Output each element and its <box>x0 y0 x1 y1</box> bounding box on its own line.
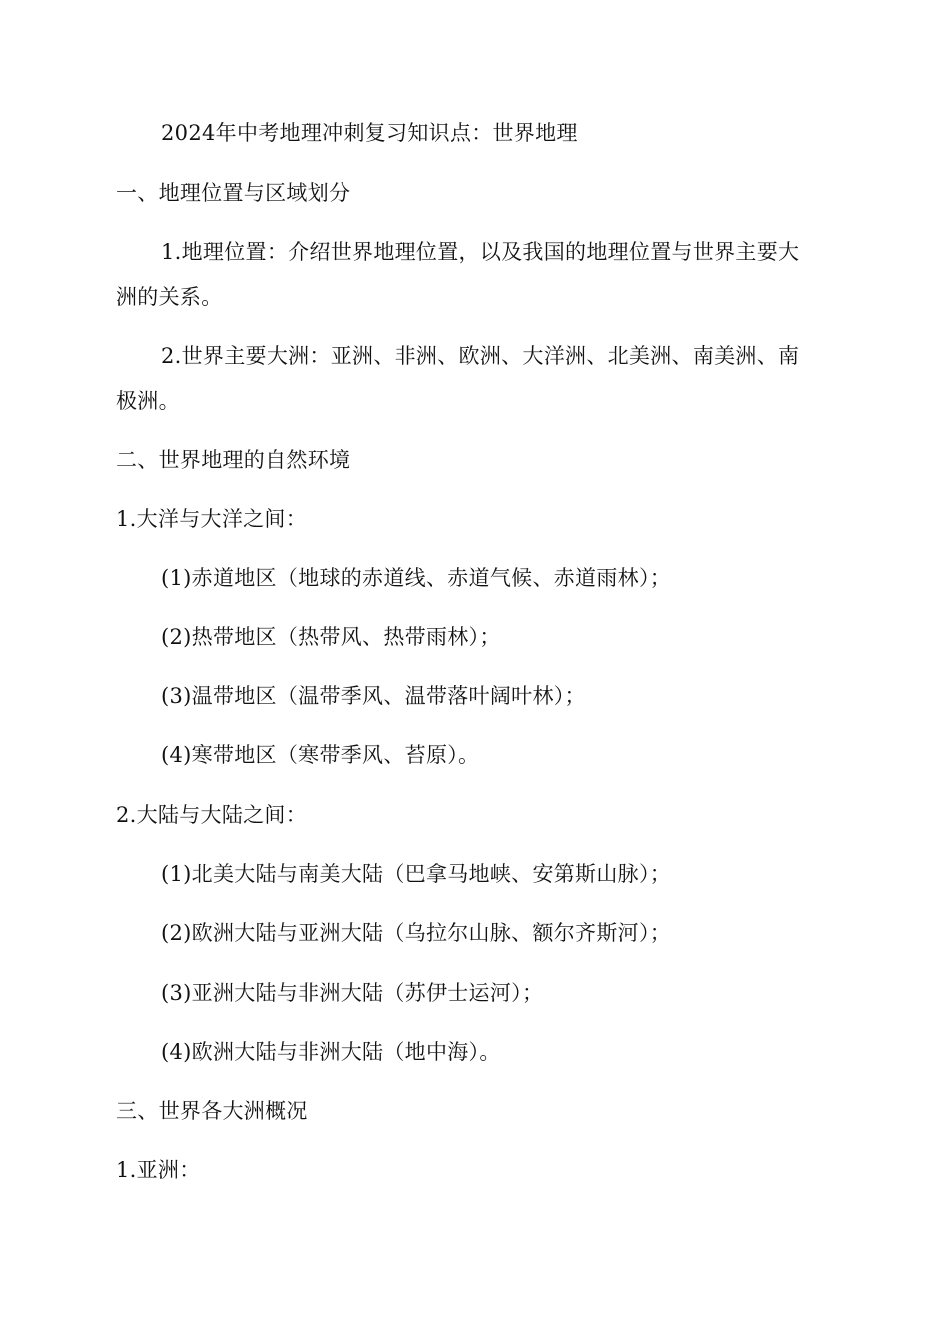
paragraph-line: 1.地理位置：介绍世界地理位置，以及我国的地理位置与世界主要大 <box>161 240 800 264</box>
section-heading-3: 三、世界各大洲概况 <box>116 1099 308 1123</box>
list-item: (4)欧洲大陆与非洲大陆（地中海）。 <box>161 1040 501 1064</box>
subsection-label: 1.大洋与大洋之间： <box>116 507 308 531</box>
list-item: (2)欧洲大陆与亚洲大陆（乌拉尔山脉、额尔齐斯河）； <box>161 921 672 945</box>
paragraph-line: 极洲。 <box>116 389 180 413</box>
list-item: (1)赤道地区（地球的赤道线、赤道气候、赤道雨林）； <box>161 566 672 590</box>
list-item: (1)北美大陆与南美大陆（巴拿马地峡、安第斯山脉）； <box>161 862 672 886</box>
list-item: (3)温带地区（温带季风、温带落叶阔叶林）； <box>161 684 586 708</box>
subsection-label: 1.亚洲： <box>116 1158 201 1182</box>
list-item: (2)热带地区（热带风、热带雨林）； <box>161 625 501 649</box>
paragraph-line: 洲的关系。 <box>116 285 223 309</box>
section-heading-1: 一、地理位置与区域划分 <box>116 181 351 205</box>
list-item: (3)亚洲大陆与非洲大陆（苏伊士运河）； <box>161 981 544 1005</box>
document-title: 2024年中考地理冲刺复习知识点：世界地理 <box>161 121 578 145</box>
paragraph-line: 2.世界主要大洲：亚洲、非洲、欧洲、大洋洲、北美洲、南美洲、南 <box>161 344 800 368</box>
subsection-label: 2.大陆与大陆之间： <box>116 803 308 827</box>
section-heading-2: 二、世界地理的自然环境 <box>116 448 351 472</box>
list-item: (4)寒带地区（寒带季风、苔原）。 <box>161 743 480 767</box>
